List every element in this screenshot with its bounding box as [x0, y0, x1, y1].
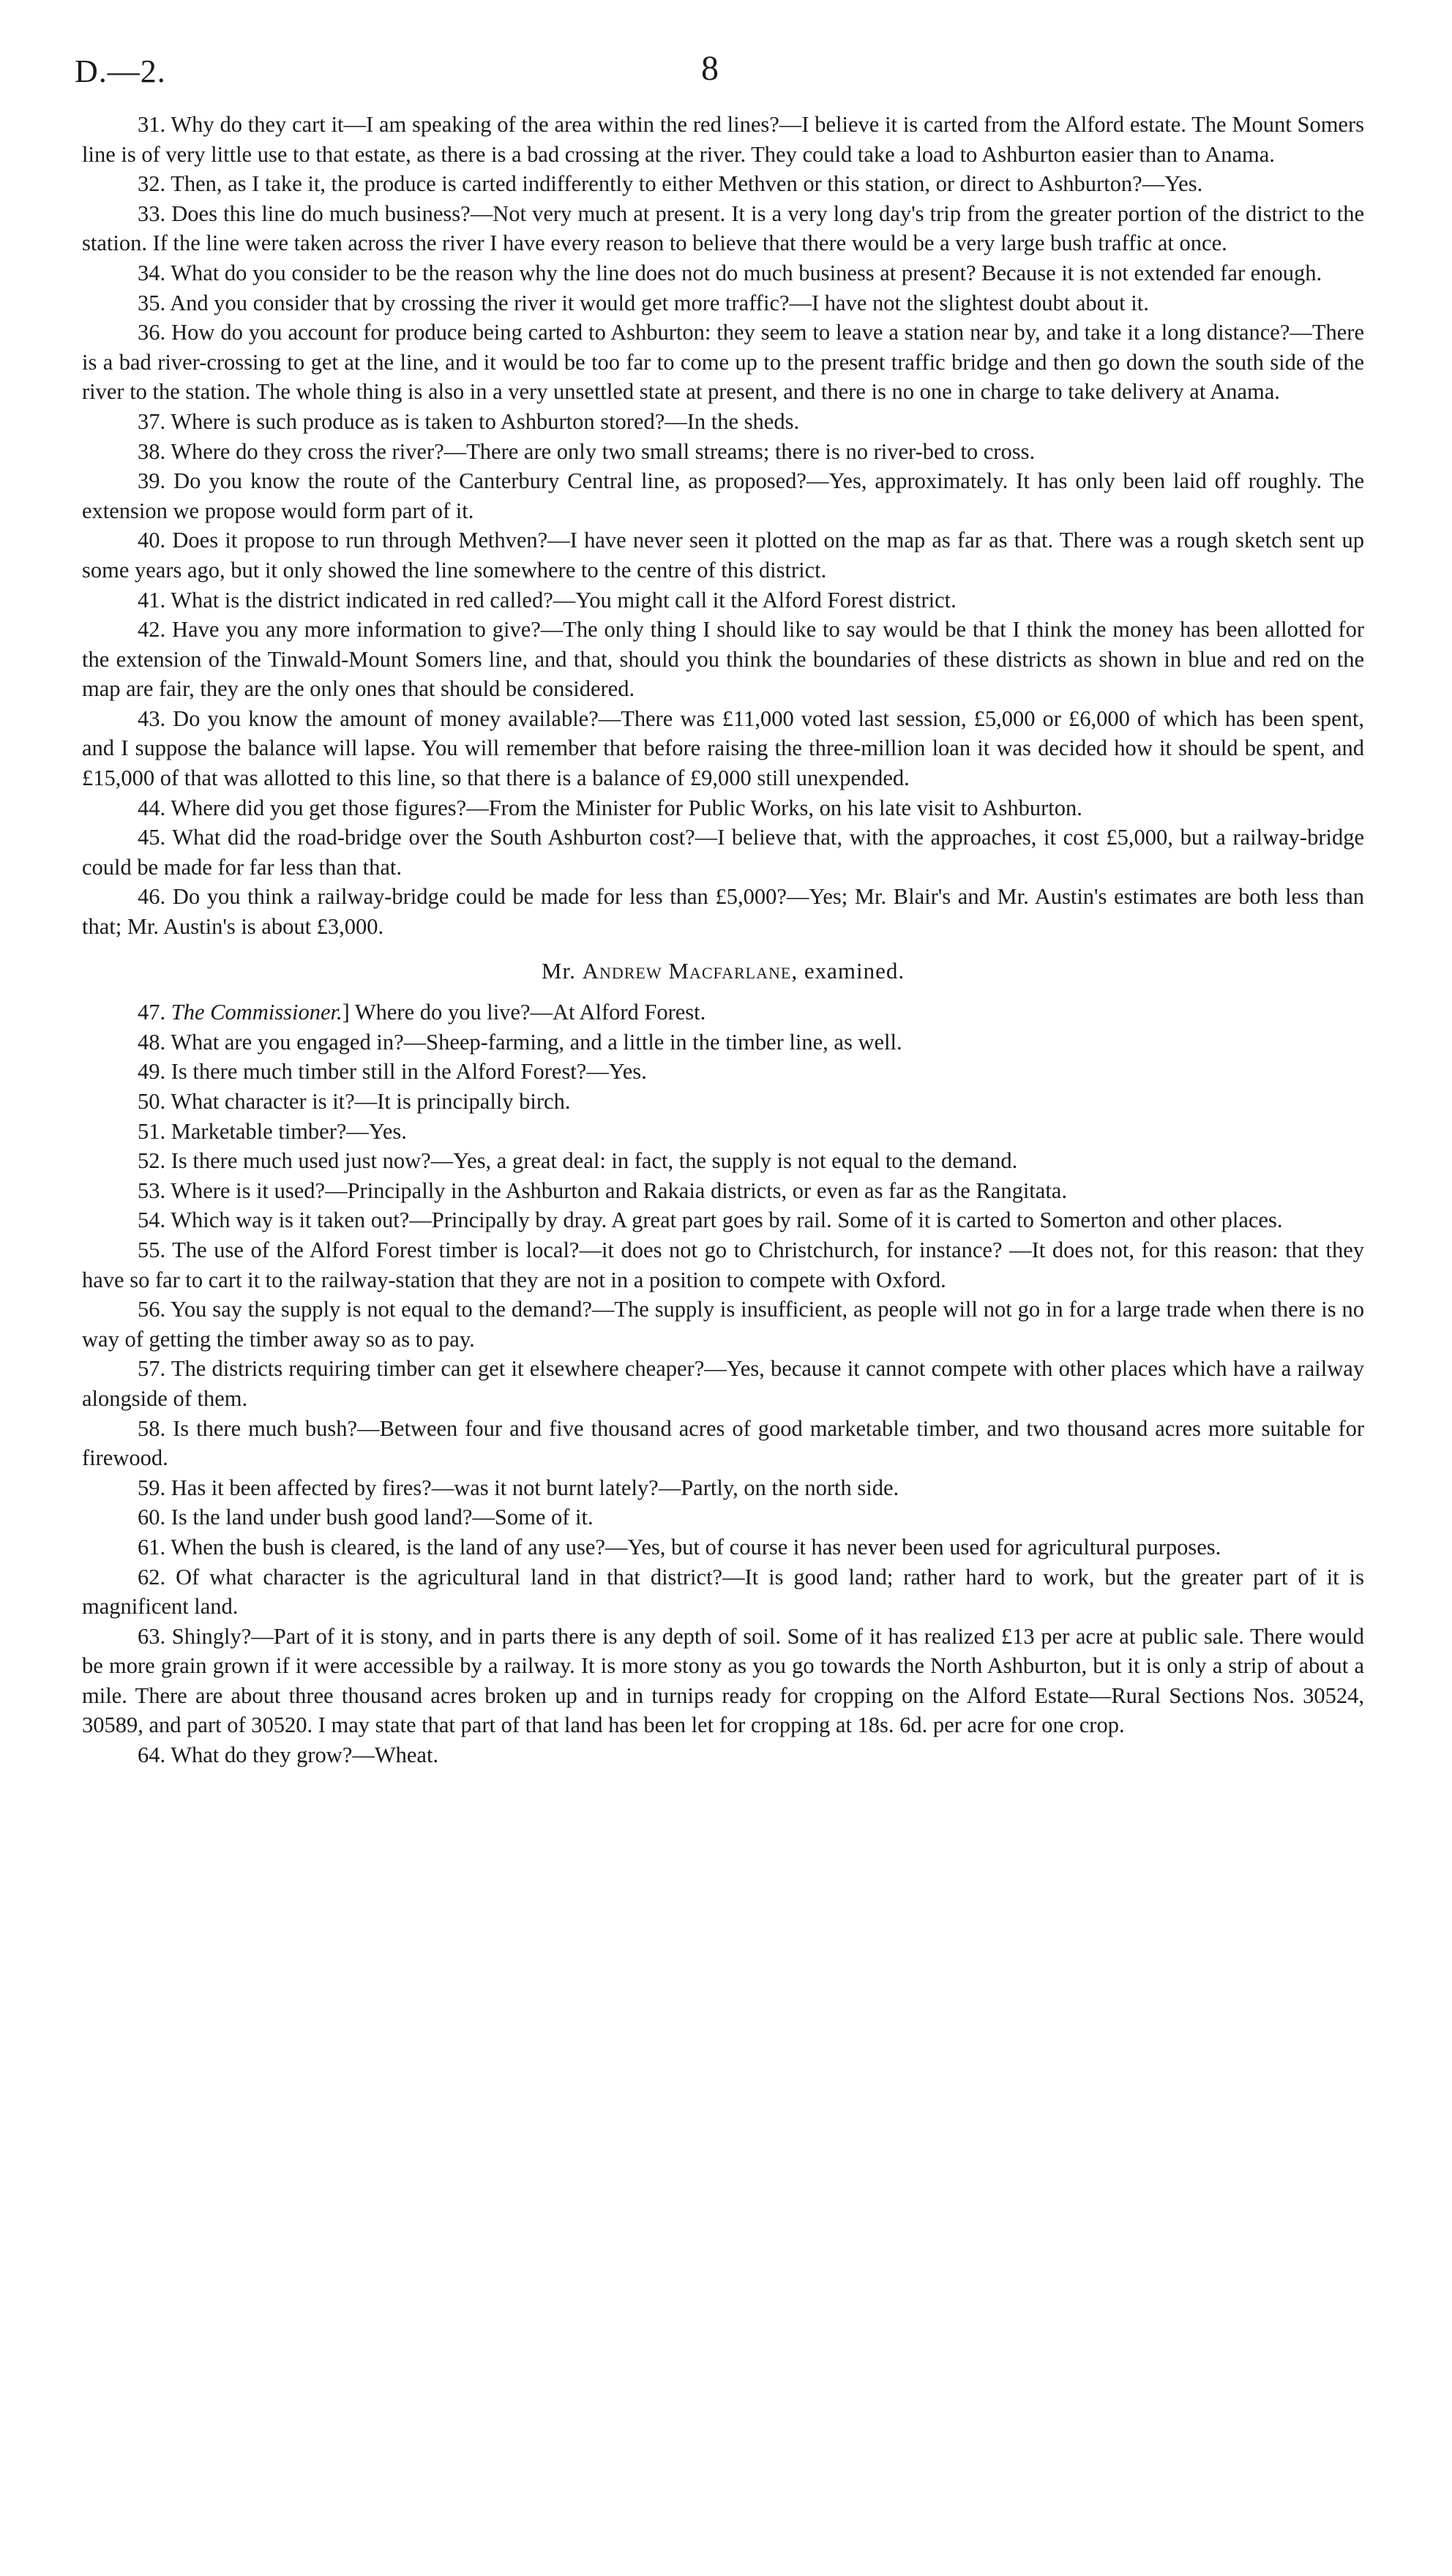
question-text: When the bush is cleared, is the land of any use?—Yes, but of course it has never been used for agricultural purposes.: [171, 1534, 1221, 1560]
question-paragraph: [82, 318, 1364, 407]
question-number: 32.: [138, 171, 166, 197]
question-text: Have you any more information to give?—The only thing I should like to say would be that I think the money has been allotted for the extension of the Tinwald-Mount Somers line, and that, should you think the boundaries of these districts as shown in blue and red on the map are fair, they are the only ones that should be considered.: [82, 617, 1364, 702]
question-number: 57.: [138, 1356, 166, 1382]
question-number: 61.: [138, 1534, 166, 1560]
question-text: Do you think a railway-bridge could be made for less than £5,000?—Yes; Mr. Blair's and Mr. Austin's estimates are both less than that; Mr. Austin's is about £3,000.: [82, 884, 1365, 940]
question-number: 39.: [138, 468, 166, 494]
question-text: Is the land under bush good land?—Some of it.: [171, 1505, 594, 1530]
question-number: 34.: [138, 260, 166, 285]
question-number: 56.: [138, 1297, 166, 1322]
question-paragraph: [82, 704, 1364, 793]
testimony-block-first-witness: [82, 110, 1364, 942]
question-number: 42.: [138, 617, 166, 643]
question-text: Where is it used?—Principally in the Ashburton and Rakaia districts, or even as far as the Rangitata.: [171, 1177, 1067, 1203]
question-number: 55.: [138, 1237, 166, 1262]
question-paragraph: [82, 1502, 1364, 1532]
question-text: And you consider that by crossing the river it would get more traffic?—I have not the slightest doubt about it.: [170, 290, 1149, 315]
question-text: Then, as I take it, the produce is carted indifferently to either Methven or this station, or direct to Ashburton?—Yes.: [171, 171, 1203, 197]
question-text: What character is it?—It is principally birch.: [171, 1089, 571, 1114]
question-text: You say the supply is not equal to the demand?—The supply is insufficient, as people will not go in for a large trade when there is no way of getting the timber away so as to pay.: [82, 1297, 1364, 1352]
question-paragraph: [82, 882, 1364, 941]
question-number: 40.: [138, 528, 166, 553]
question-text: How do you account for produce being carted to Ashburton: they seem to leave a station near by, and take it a long distance?—There is a bad river-crossing to get at the line, and it would be too far to come up to the present traffic bridge and then go down the south side of the river to the station. The whole thing is also in a very unsettled state at present, and there is no one in charge to take delivery at Anama.: [82, 320, 1364, 405]
question-text: What do you consider to be the reason why the line does not do much business at present? Because it is not extended far enough.: [171, 260, 1322, 285]
question-text: The use of the Alford Forest timber is local?—it does not go to Christchurch, for instance? —It does not, for this reason: that they have so far to cart it to the railway-station that they are not in a position to compete with Oxford.: [82, 1237, 1364, 1292]
question-number: 63.: [138, 1623, 166, 1649]
question-number: 54.: [138, 1208, 166, 1233]
question-paragraph: [82, 1473, 1364, 1503]
question-paragraph: [82, 1057, 1364, 1087]
question-text: The districts requiring timber can get it elsewhere cheaper?—Yes, because it cannot compete with other places which have a railway alongside of them.: [82, 1356, 1365, 1411]
question-paragraph: [82, 1414, 1364, 1473]
question-number: 33.: [138, 201, 166, 226]
document-code: D.—2.: [75, 53, 166, 89]
question-paragraph: [82, 1532, 1364, 1562]
question-number: 53.: [138, 1177, 166, 1203]
question-number: 49.: [138, 1059, 166, 1085]
question-text: Where did you get those figures?—From the Minister for Public Works, on his late visit to Ashburton.: [171, 795, 1082, 820]
question-number: 41.: [138, 587, 166, 613]
question-paragraph: [82, 615, 1364, 704]
question-paragraph: [82, 585, 1364, 615]
question-paragraph: [82, 1235, 1364, 1295]
question-number: 58.: [138, 1415, 166, 1441]
question-text: Is there much bush?—Between four and five thousand acres of good marketable timber, and two thousand acres more suitable for firewood.: [82, 1415, 1365, 1471]
witness-suffix: , examined.: [791, 957, 905, 984]
question-paragraph: [82, 1205, 1364, 1235]
question-text: Where do they cross the river?—There are only two small streams; there is no river-bed to cross.: [171, 438, 1036, 464]
question-paragraph: [82, 437, 1364, 467]
question-text: What did the road-bridge over the South Ashburton cost?—I believe that, with the approaches, it cost £5,000, but a railway-bridge could be made for far less than that.: [82, 825, 1364, 880]
question-number: 38.: [138, 438, 166, 464]
question-number: 46.: [138, 884, 166, 910]
question-number: 48.: [138, 1029, 166, 1055]
question-number: 37.: [138, 408, 166, 434]
question-paragraph: [82, 1295, 1364, 1354]
question-text: Where is such produce as is taken to Ashburton stored?—In the sheds.: [171, 408, 800, 434]
question-number: 50.: [138, 1089, 166, 1114]
question-paragraph: [82, 1087, 1364, 1117]
question-paragraph: [82, 1354, 1364, 1413]
question-paragraph: [82, 169, 1364, 199]
question-number: 60.: [138, 1505, 166, 1530]
question-text: Why do they cart it—I am speaking of the area within the red lines?—I believe it is carted from the Alford estate. The Mount Somers line is of very little use to that estate, as there is a bad crossing at the river. They could take a load to Ashburton easier than to Anama.: [82, 112, 1364, 167]
question-paragraph: [82, 1622, 1364, 1740]
question-paragraph: [82, 1562, 1364, 1622]
speaker-label: The Commissioner.: [171, 1000, 343, 1025]
witness-prefix: Mr.: [541, 957, 576, 984]
question-paragraph: [82, 997, 1364, 1027]
question-paragraph: [82, 1740, 1364, 1770]
question-number: 51.: [138, 1118, 166, 1144]
document-body: [82, 110, 1364, 1770]
question-text: Does this line do much business?—Not very much at present. It is a very long day's trip from the greater portion of the district to the station. If the line were taken across the river I have every reason to believe that there would be a very large bush traffic at once.: [82, 201, 1365, 256]
question-text: What is the district indicated in red called?—You might call it the Alford Forest district.: [171, 587, 957, 613]
witness-heading: [82, 956, 1364, 986]
question-text: Which way is it taken out?—Principally by dray. A great part goes by rail. Some of it is carted to Somerton and other places.: [171, 1208, 1283, 1233]
testimony-block-second-witness: [82, 1027, 1364, 1770]
question-paragraph: [82, 1146, 1364, 1176]
question-paragraph: [82, 823, 1364, 882]
question-number: 59.: [138, 1475, 166, 1500]
question-text: Shingly?—Part of it is stony, and in parts there is any depth of soil. Some of it has realized £13 per acre at public sale. There would be more grain grown if it were accessible by a railway. It is more stony as you go towards the North Ashburton, but it is only a strip of about a mile. There are about three thousand acres broken up and in turnips ready for cropping on the Alford Estate—Rural Sections Nos. 30524, 30589, and part of 30520. I may state that part of that land has been let for cropping at 18s. 6d. per acre for one crop.: [82, 1623, 1365, 1738]
question-number: 36.: [138, 320, 166, 345]
question-paragraph: [82, 1117, 1364, 1147]
question-text: Marketable timber?—Yes.: [171, 1118, 407, 1144]
question-text: Has it been affected by fires?—was it not burnt lately?—Partly, on the north side.: [171, 1475, 899, 1500]
question-text: Do you know the route of the Canterbury Central line, as proposed?—Yes, approximately. It has only been laid off roughly. The extension we propose would form part of it.: [82, 468, 1364, 523]
question-paragraph: [82, 1027, 1364, 1057]
question-paragraph: [82, 110, 1364, 169]
question-paragraph: [82, 407, 1364, 437]
question-number: 43.: [138, 705, 166, 731]
question-text: Do you know the amount of money available?—There was £11,000 voted last session, £5,000 or £6,000 of which has been spent, and I suppose the balance will lapse. You will remember that before raising the three-million loan it was decided how it should be spent, and £15,000 of that was allotted to this line, so that there is a balance of £9,000 still unexpended.: [82, 705, 1365, 791]
question-number: 62.: [138, 1564, 166, 1590]
question-paragraph: [82, 288, 1364, 318]
question-text: What are you engaged in?—Sheep-farming, and a little in the timber line, as well.: [171, 1029, 902, 1055]
question-text: Is there much used just now?—Yes, a great deal: in fact, the supply is not equal to the demand.: [171, 1148, 1018, 1174]
witness-name: Andrew Macfarlane: [582, 957, 792, 984]
question-number: 47.: [138, 1000, 166, 1025]
question-text: Does it propose to run through Methven?—I have never seen it plotted on the map as far as that. There was a rough sketch sent up some years ago, but it only showed the line somewhere to the centre of this district.: [82, 528, 1365, 583]
question-number: 35.: [138, 290, 166, 315]
question-number: 44.: [138, 795, 166, 820]
question-text: ] Where do you live?—At Alford Forest.: [342, 1000, 706, 1025]
question-paragraph: [82, 793, 1364, 823]
question-paragraph: [82, 466, 1364, 525]
question-number: 31.: [138, 112, 166, 137]
question-text: What do they grow?—Wheat.: [171, 1742, 439, 1768]
question-text: Of what character is the agricultural land in that district?—It is good land; rather hard to work, but the greater part of it is magnificent land.: [82, 1564, 1364, 1620]
question-number: 45.: [138, 825, 166, 850]
question-paragraph: [82, 199, 1364, 258]
question-paragraph: [82, 1176, 1364, 1206]
question-paragraph: [82, 258, 1364, 288]
page-number: 8: [701, 49, 719, 88]
question-paragraph: [82, 525, 1364, 585]
question-number: 52.: [138, 1148, 166, 1174]
question-number: 64.: [138, 1742, 166, 1768]
question-text: Is there much timber still in the Alford Forest?—Yes.: [171, 1059, 647, 1085]
